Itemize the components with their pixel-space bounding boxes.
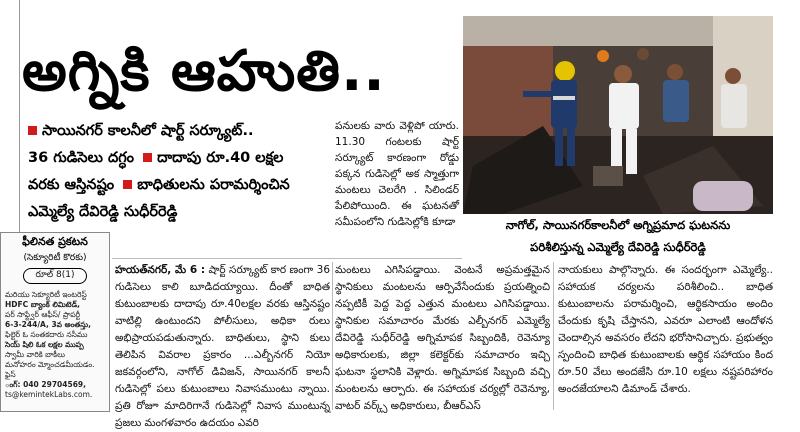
headline: అగ్నికి ఆహుతి.. (22, 39, 386, 104)
article-column-2: మంటలు ఎగిసిపడ్డాయి. వెంటనే అప్రమత్తమైన స్థానికులు మంటలను ఆర్పివేసేందుకు ప్రయత్నించి నప్పటికీ పెద్ద పెద్ద ఎత్తున మంటలు ఎగిసిపడ్డాయి. స్థానికుల సమాచారం మేరకు ఎల్బీనగర్ ఎమ్మెల్యే దేవిరెడ్డి సుధీర్‌రెడ్డి అగ్నిమాపక సిబ్బందికి, రెవెన్యూ అధికారులకు, జిల్లా కలెక్టర్‌కు సమాచారం ఇచ్చి ఘటనా స్థలానికి వెళ్లారు. అగ్నిమాపక సిబ్బంది వచ్చి మంటలను ఆర్పారు. ఈ సహాయక చర్యల్లో రెవెన్యూ, వాటర్ వర్క్స్ అధికారులు, బీఆర్‌ఎస్ (335, 264, 550, 412)
dateline: హయత్‌నగర్, మే 6 : (115, 264, 206, 276)
ad-line: HDFC బ్యాంక్ లిమిటెడ్, (5, 300, 81, 309)
ad-line: 6-3-244/A, 3వ అంతస్తు, (5, 320, 91, 329)
ad-line: ంగ్‌: 040 29704569, (5, 380, 86, 389)
subhead (24, 118, 330, 230)
ad-line: ఫిల్టెర్ ఓ సంతకదారు నసీము (5, 330, 88, 339)
subhead-line-3: వరకు ఆస్తినష్టం బాధితులను పరామర్శించిన (28, 177, 290, 193)
article-text: షార్ట్ సర్క్యూట్ కార ణంగా 36 గుడిసెలు కాలి బూడిదయ్యాయి. దీంతో బాధిత కుటుంబాలకు దాదాపు రూ.40లక్షల వరకు ఆస్తినష్టం వాటిల్లి ఉంటుందని పోలీసులు, అధికా రులు అభిప్రాయపడుతున్నారు. బాధితులు, స్థాని కులు తెలిపిన వివరాల ప్రకారం ...ఎల్బీనగర్ నియో జకవర్గంలోని, నాగోల్ డివిజన్, సాయినగర్ కాలనీ గుడిసెల్లో పలు కుటుంబాలు నివాసముంటు న్నాయి. ప్రతి రోజూ మాదిరిగానే గుడిసెల్లో నివాస ముంటున్న ప్రజలు మంగళవారం ఉదయం ఎవరి (115, 264, 331, 429)
divider (332, 262, 333, 410)
news-photo (463, 16, 773, 214)
article-column-3: నాయకులు పాల్గొన్నారు. ఈ సందర్భంగా ఎమ్మెల్యే.. సహాయక చర్యలను పరిశీలించి.. బాధిత కుటుంబాలను పరామర్శించి, ఆర్థికసాయం అందిం చేందుకు కృషి చేస్తానని, ఎవరూ ఎలాంటి ఆందోళన చెందాల్సిన అవసరం లేదని భరోసానిచ్చారు. ప్రభుత్వం స్పందించి బాధిత కుటుంబాలకు ఆర్థిక సహాయం కింద రూ.50 వేలు అందజేసి రూ.10 లక్షలు నష్టపరిహారం అందజేయాలని డిమాండ్ చేశారు. (558, 264, 773, 395)
ad-line: ts@kemintekLabs.com. (5, 390, 93, 399)
divider (553, 262, 554, 410)
ad-line: పర్ సాఫ్ట్వేర్ ఆఫీస్/ ప్రాపర్టీ (5, 310, 81, 319)
divider (112, 258, 462, 259)
public-notice-ad (0, 232, 110, 412)
ad-line: స్వామీ వారికి బాకీలు (5, 350, 66, 359)
bullet-square-icon (123, 180, 132, 189)
caption-line-2: పరిశీలిస్తున్న ఎమ్మెల్యే దేవిరెడ్డి సుధీర్‌రెడ్డి (530, 240, 706, 254)
ad-line: మరియు సెక్యూరిటీ ఇంటరెస్ట్ (5, 290, 87, 299)
ad-title: ఫీలినత ప్రకటన (22, 235, 88, 248)
bullet-square-icon (28, 126, 37, 135)
ad-line: మనోహరం మ్మోంచడమీయడం. ఫైస్ (5, 360, 95, 379)
ad-line: సెయ్ షిలి ఓక లక్షల ముప్ప (5, 340, 84, 349)
caption-line-1: నాగోల్, సాయినగర్‌కాలనీలో అగ్నిప్రమాద ఘటనను (505, 218, 731, 232)
article-column-top: పనులకు వారు వెళ్లిపో యారు. 11.30 గంటలకు షార్ట్ సర్క్యూట్ కారణంగా రోడ్డు పక్కన గుడిసెల్లో అక స్మాత్తుగా మంటలు చెలరేగి . సిలిండర్ పేలిపోయింది. ఈ ఘటనతో సమీపంలోని గుడిసెల్లోకి కూడా (335, 120, 459, 228)
ad-rule-tag: రూల్ 8(1) (23, 268, 87, 284)
subhead-line-2: 36 గుడిసెలు దగ్ధం దాదాపు రూ.40 లక్షల (28, 150, 284, 166)
ad-body (1, 287, 109, 403)
bullet-square-icon (143, 153, 152, 162)
subhead-line-4: ఎమ్మెల్యే దేవిరెడ్డి సుధీర్‌రెడ్డి (28, 204, 178, 220)
photo-caption (468, 214, 768, 260)
subhead-line-1: సాయినగర్ కాలనీలో షార్ట్ సర్క్యూట్.. (24, 118, 330, 145)
article-column-1 (115, 262, 331, 429)
ad-subtitle: (సెక్యూరిటీ కొరకు) (23, 253, 87, 263)
